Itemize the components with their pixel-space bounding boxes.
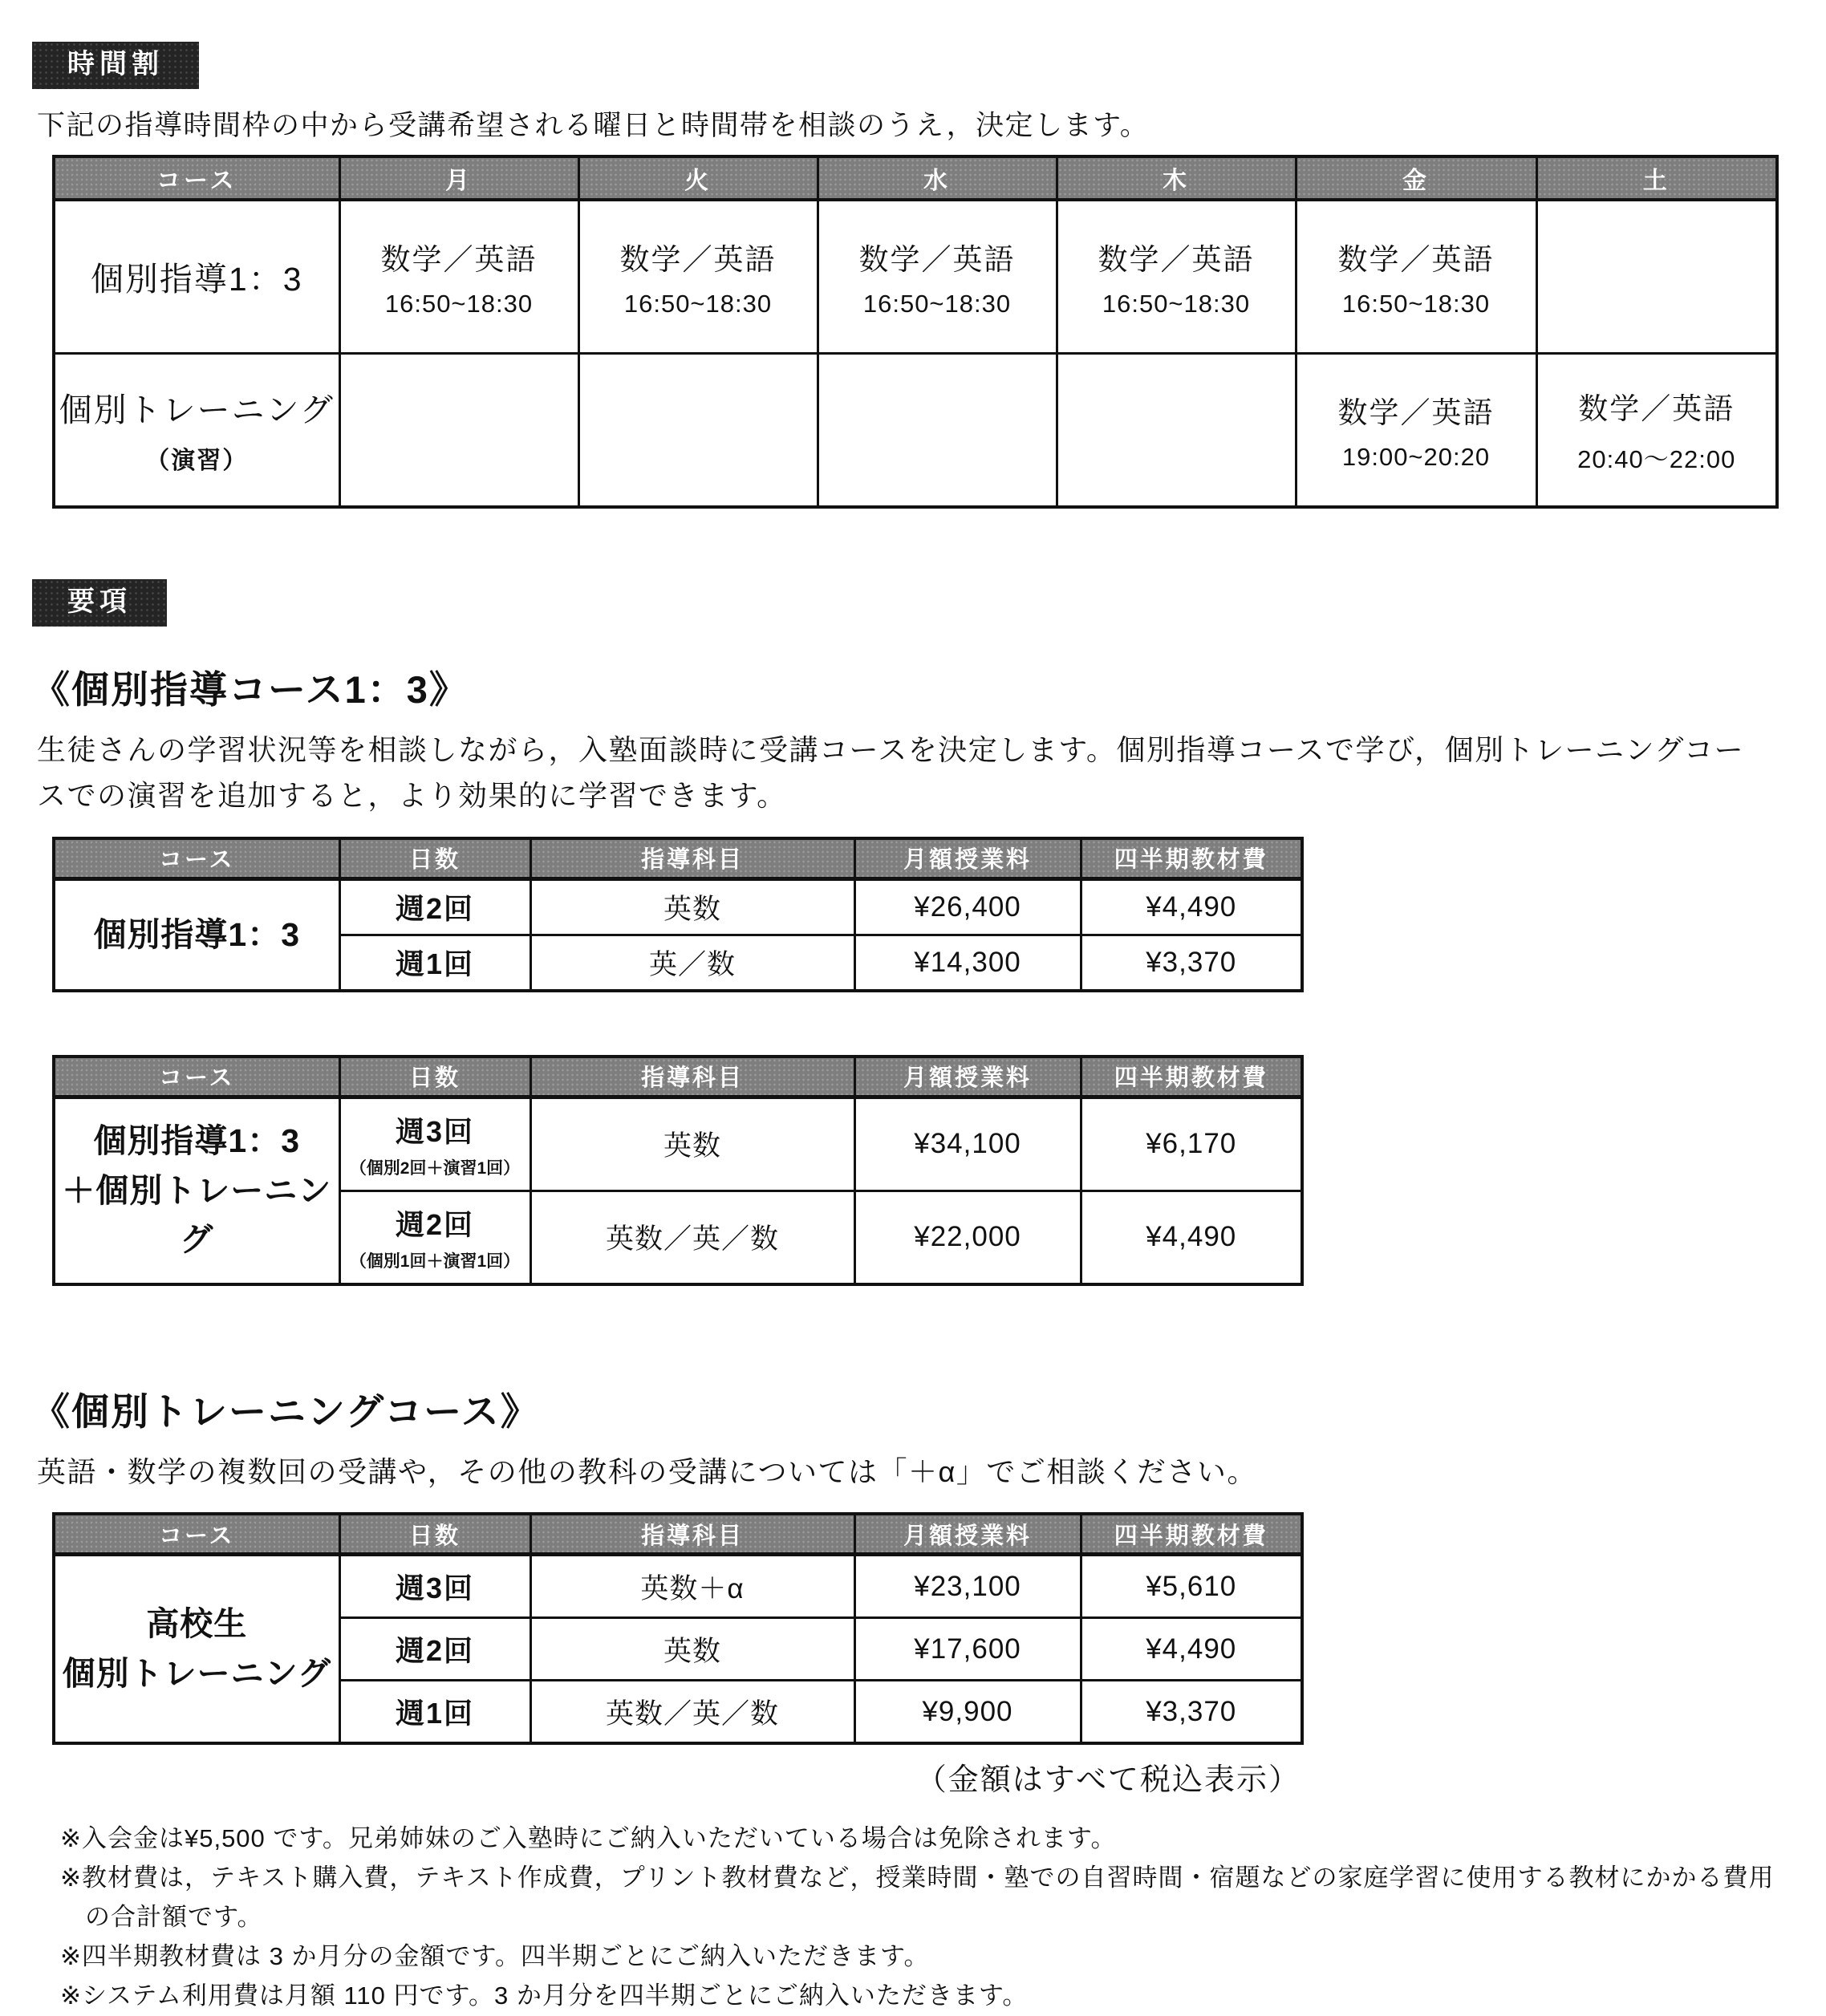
section-title-kobetsu-shido: 《個別指導コース1：3》: [32, 667, 469, 711]
price-header-monthly: 月額授業料: [854, 1514, 1081, 1555]
cell-subject: 数学／英語: [1098, 242, 1255, 276]
price-course-cell: [54, 878, 339, 991]
footnote-system-fee: ※システム利用費は月額 110 円です。3 か月分を四半期ごとにご納入いただきます。: [60, 1982, 1029, 2010]
cell-time: 16:50~18:30: [1102, 289, 1251, 318]
price-row: [54, 1555, 1302, 1618]
days-cell: [339, 1681, 530, 1744]
subjects-cell: 英数／英／数: [530, 1681, 854, 1744]
footnote-materials-fee: ※教材費は，テキスト購入費，テキスト作成費，プリント教材費など，授業時間・塾での自習時間・宿題などの家庭学習に使用する教材にかかる費用の合計額です。: [60, 1864, 1775, 1932]
days-value: 週3回: [395, 1114, 475, 1148]
footnote-quarterly-materials: ※四半期教材費は 3 か月分の金額です。四半期ごとにご納入いただきます。: [60, 1942, 930, 1971]
days-value: 週1回: [395, 947, 475, 981]
price-table-kobetsu-shido-plus-training: [52, 1055, 1304, 1286]
timetable-cell: [1536, 353, 1777, 507]
course-label-cell: [54, 353, 339, 507]
price-header-row: [54, 838, 1302, 879]
days-cell: [339, 878, 530, 935]
course-label-cell: [54, 200, 339, 354]
timetable-header-mon: 月: [339, 156, 578, 200]
price-header-days: 日数: [339, 1514, 530, 1555]
timetable-intro-text: 下記の指導時間枠の中から受講希望される曜日と時間帯を相談のうえ，決定します。: [37, 109, 1150, 141]
days-value: 週2回: [395, 892, 475, 926]
materials-fee-cell: ¥4,490: [1081, 1191, 1302, 1284]
cell-subject: 数学／英語: [380, 242, 538, 276]
timetable-header-course: コース: [54, 156, 339, 200]
timetable-header-row: [54, 156, 1777, 200]
price-header-course: コース: [54, 838, 339, 879]
price-header-subjects: 指導科目: [530, 1057, 854, 1097]
cell-subject: 数学／英語: [619, 242, 777, 276]
timetable-badge: 時間割: [32, 42, 199, 89]
cell-subject: 数学／英語: [858, 242, 1016, 276]
days-cell: [339, 935, 530, 991]
price-course-line: ＋個別トレーニング: [62, 1171, 332, 1259]
subjects-cell: 英数: [530, 1097, 854, 1191]
days-value: 週3回: [395, 1572, 475, 1605]
footnote-admission-fee: ※入会金は¥5,500 です。兄弟姉妹のご入塾時にご納入いただいている場合は免除されます。: [60, 1824, 1117, 1853]
timetable-cell-empty: [1536, 200, 1777, 354]
price-header-row: [54, 1514, 1302, 1555]
course-sublabel: （演習）: [145, 448, 249, 475]
days-cell: [339, 1191, 530, 1284]
guidelines-badge: 要項: [32, 579, 167, 627]
price-header-days: 日数: [339, 838, 530, 879]
monthly-fee-cell: ¥17,600: [854, 1618, 1081, 1681]
subjects-cell: 英数／英／数: [530, 1191, 854, 1284]
subjects-cell: 英数: [530, 1618, 854, 1681]
footnotes: [60, 1819, 1778, 2016]
timetable-header-fri: 金: [1296, 156, 1536, 200]
price-course-line: 個別トレーニング: [62, 1654, 331, 1692]
price-course-cell: [54, 1097, 339, 1284]
price-table-koukousei-training: [52, 1512, 1304, 1745]
price-header-monthly: 月額授業料: [854, 1057, 1081, 1097]
cell-subject: 数学／英語: [1578, 392, 1735, 426]
timetable-cell: [818, 200, 1057, 354]
timetable-cell-empty: [339, 353, 578, 507]
monthly-fee-cell: ¥22,000: [854, 1191, 1081, 1284]
monthly-fee-cell: ¥14,300: [854, 935, 1081, 991]
cell-subject: 数学／英語: [1337, 242, 1495, 276]
price-header-subjects: 指導科目: [530, 838, 854, 879]
monthly-fee-cell: ¥23,100: [854, 1555, 1081, 1618]
timetable-cell: [1057, 200, 1296, 354]
materials-fee-cell: ¥4,490: [1081, 1618, 1302, 1681]
days-cell: [339, 1097, 530, 1191]
price-header-row: [54, 1057, 1302, 1097]
price-course-line: 個別指導1：3: [93, 1122, 301, 1160]
cell-subject: 数学／英語: [1337, 395, 1495, 429]
materials-fee-cell: ¥6,170: [1081, 1097, 1302, 1191]
monthly-fee-cell: ¥26,400: [854, 878, 1081, 935]
price-header-course: コース: [54, 1057, 339, 1097]
days-value: 週1回: [395, 1697, 475, 1730]
monthly-fee-cell: ¥34,100: [854, 1097, 1081, 1191]
days-breakdown: （個別1回＋演習1回）: [349, 1251, 521, 1271]
timetable-cell-empty: [578, 353, 818, 507]
cell-time: 16:50~18:30: [384, 289, 534, 318]
price-course-line: 高校生: [146, 1605, 248, 1643]
price-header-materials: 四半期教材費: [1081, 1514, 1302, 1555]
timetable-header-wed: 水: [818, 156, 1057, 200]
subjects-cell: 英数: [530, 878, 854, 935]
price-header-course: コース: [54, 1514, 339, 1555]
price-course-line: 個別指導1：3: [93, 915, 301, 953]
timetable-header-sat: 土: [1536, 156, 1777, 200]
monthly-fee-cell: ¥9,900: [854, 1681, 1081, 1744]
cell-time: 19:00~20:20: [1341, 442, 1491, 471]
timetable-table: [52, 155, 1779, 509]
price-row: [54, 878, 1302, 935]
days-cell: [339, 1555, 530, 1618]
timetable-cell-empty: [1057, 353, 1296, 507]
course-label: 個別トレーニング: [59, 391, 335, 429]
tax-included-note: （金額はすべて税込表示）: [915, 1763, 1301, 1798]
cell-time: 16:50~18:30: [862, 289, 1012, 318]
price-header-materials: 四半期教材費: [1081, 1057, 1302, 1097]
price-row: [54, 1097, 1302, 1191]
days-value: 週2回: [395, 1207, 475, 1241]
price-header-materials: 四半期教材費: [1081, 838, 1302, 879]
cell-time: 16:50~18:30: [1341, 289, 1491, 318]
timetable-cell-empty: [818, 353, 1057, 507]
timetable-row-kobetsu-shido: [54, 200, 1777, 354]
materials-fee-cell: ¥3,370: [1081, 935, 1302, 991]
price-header-subjects: 指導科目: [530, 1514, 854, 1555]
price-course-cell: [54, 1555, 339, 1744]
timetable-cell: [578, 200, 818, 354]
days-breakdown: （個別2回＋演習1回）: [349, 1158, 521, 1178]
materials-fee-cell: ¥5,610: [1081, 1555, 1302, 1618]
timetable-cell: [1296, 200, 1536, 354]
section-description-kobetsu-training: 英語・数学の複数回の受講や，その他の教科の受講については「＋α」でご相談ください。: [37, 1454, 1257, 1488]
timetable-header-tue: 火: [578, 156, 818, 200]
materials-fee-cell: ¥4,490: [1081, 878, 1302, 935]
timetable-cell: [339, 200, 578, 354]
cell-time: 16:50~18:30: [623, 289, 773, 318]
days-value: 週2回: [395, 1634, 475, 1668]
section-description-kobetsu-shido: 生徒さんの学習状況等を相談しながら，入塾面談時に受講コースを決定します。個別指導コースで学び，個別トレーニングコースでの演習を追加すると，より効果的に学習できます。: [37, 732, 1745, 813]
price-header-monthly: 月額授業料: [854, 838, 1081, 879]
price-table-kobetsu-shido: [52, 837, 1304, 992]
course-label: 個別指導1：3: [90, 261, 303, 298]
materials-fee-cell: ¥3,370: [1081, 1681, 1302, 1744]
days-cell: [339, 1618, 530, 1681]
section-title-kobetsu-training: 《個別トレーニングコース》: [32, 1389, 540, 1433]
subjects-cell: 英／数: [530, 935, 854, 991]
timetable-header-thu: 木: [1057, 156, 1296, 200]
timetable-row-kobetsu-training: [54, 353, 1777, 507]
cell-time: 20:40〜22:00: [1577, 445, 1736, 474]
price-header-days: 日数: [339, 1057, 530, 1097]
timetable-cell: [1296, 353, 1536, 507]
subjects-cell: 英数＋α: [530, 1555, 854, 1618]
